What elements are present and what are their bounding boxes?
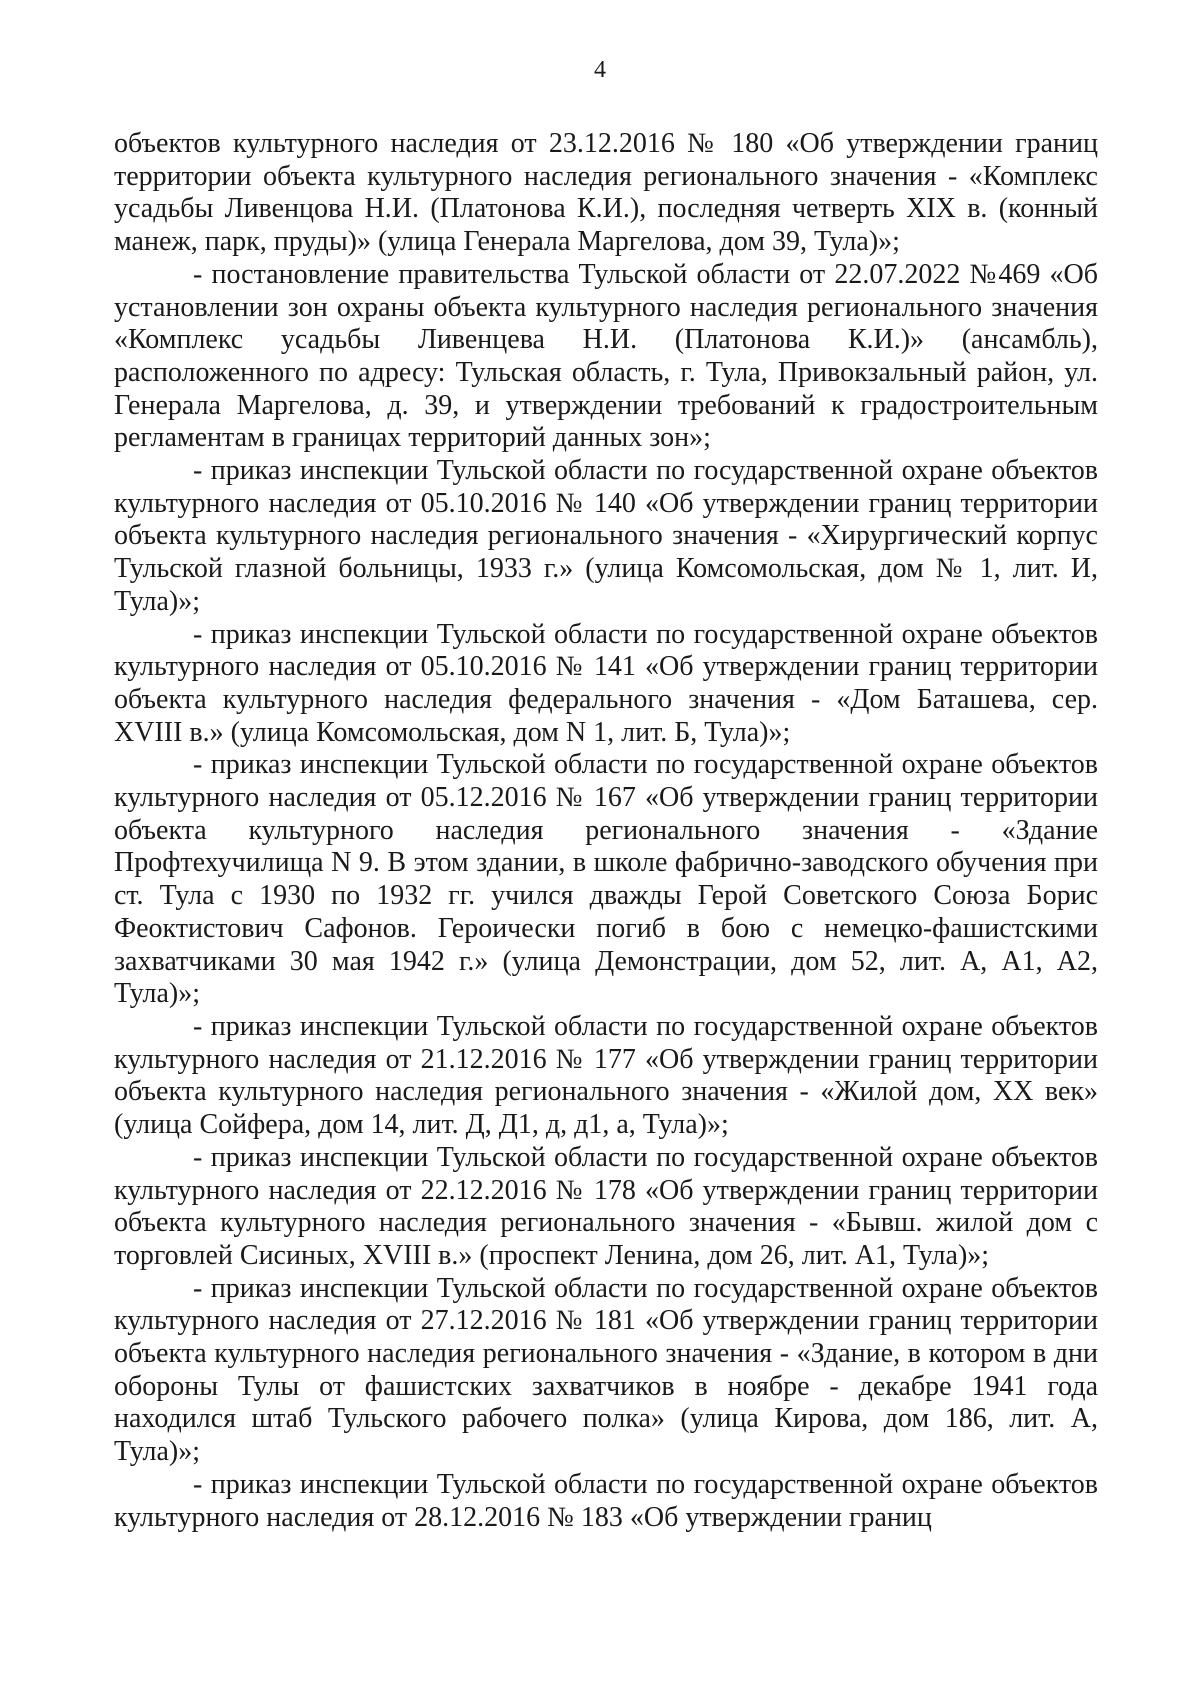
document-body — [114, 128, 1098, 1534]
paragraph-order-167: - приказ инспекции Тульской области по государственной охране объектов культурного наследия от 05.12.2016 № 167 «Об утверждении границ территории объекта культурного наследия регионального значения - «Здание Профтехучилища N 9. В этом здании, в школе фабрично-заводского обучения при ст. Тула с 1930 по 1932 гг. учился дважды Герой Советского Союза Борис Феоктистович Сафонов. Героически погиб в бою с немецко-фашистскими захватчиками 30 мая 1942 г.» (улица Демонстрации, дом 52, лит. А, А1, А2, Тула)»; — [114, 749, 1098, 1010]
paragraph-resolution-469: - постановление правительства Тульской области от 22.07.2022 №469 «Об установлении зон охраны объекта культурного наследия регионального значения «Комплекс усадьбы Ливенцева Н.И. (Платонова К.И.)» (ансамбль), расположенного по адресу: Тульская область, г. Тула, Привокзальный район, ул. Генерала Маргелова, д. 39, и утверждении требований к градостроительным регламентам в границах территорий данных зон»; — [114, 258, 1098, 454]
paragraph-order-183: - приказ инспекции Тульской области по государственной охране объектов культурного наследия от 28.12.2016 № 183 «Об утверждении границ — [114, 1468, 1098, 1533]
paragraph-continuation: объектов культурного наследия от 23.12.2016 № 180 «Об утверждении границ территории объекта культурного наследия регионального значения - «Комплекс усадьбы Ливенцова Н.И. (Платонова К.И.), последняя четверть XIX в. (конный манеж, парк, пруды)» (улица Генерала Маргелова, дом 39, Тула)»; — [114, 128, 1098, 258]
page-number: 4 — [594, 57, 606, 83]
paragraph-order-177: - приказ инспекции Тульской области по государственной охране объектов культурного наследия от 21.12.2016 № 177 «Об утверждении границ территории объекта культурного наследия регионального значения - «Жилой дом, XX век» (улица Сойфера, дом 14, лит. Д, Д1, д, д1, а, Тула)»; — [114, 1010, 1098, 1141]
paragraph-order-141: - приказ инспекции Тульской области по государственной охране объектов культурного наследия от 05.10.2016 № 141 «Об утверждении границ территории объекта культурного наследия федерального значения - «Дом Баташева, сер. XVIII в.» (улица Комсомольская, дом N 1, лит. Б, Тула)»; — [114, 618, 1098, 748]
paragraph-order-140: - приказ инспекции Тульской области по государственной охране объектов культурного наследия от 05.10.2016 № 140 «Об утверждении границ территории объекта культурного наследия регионального значения - «Хирургический корпус Тульской глазной больницы, 1933 г.» (улица Комсомольская, дом № 1, лит. И, Тула)»; — [114, 455, 1098, 617]
paragraph-order-178: - приказ инспекции Тульской области по государственной охране объектов культурного наследия от 22.12.2016 № 178 «Об утверждении границ территории объекта культурного наследия регионального значения - «Бывш. жилой дом с торговлей Сисиных, XVIII в.» (проспект Ленина, дом 26, лит. А1, Тула)»; — [114, 1141, 1098, 1271]
paragraph-order-181: - приказ инспекции Тульской области по государственной охране объектов культурного наследия от 27.12.2016 № 181 «Об утверждении границ территории объекта культурного наследия регионального значения - «Здание, в котором в дни обороны Тулы от фашистских захватчиков в ноябре - декабре 1941 года находился штаб Тульского рабочего полка» (улица Кирова, дом 186, лит. А, Тула)»; — [114, 1272, 1098, 1468]
